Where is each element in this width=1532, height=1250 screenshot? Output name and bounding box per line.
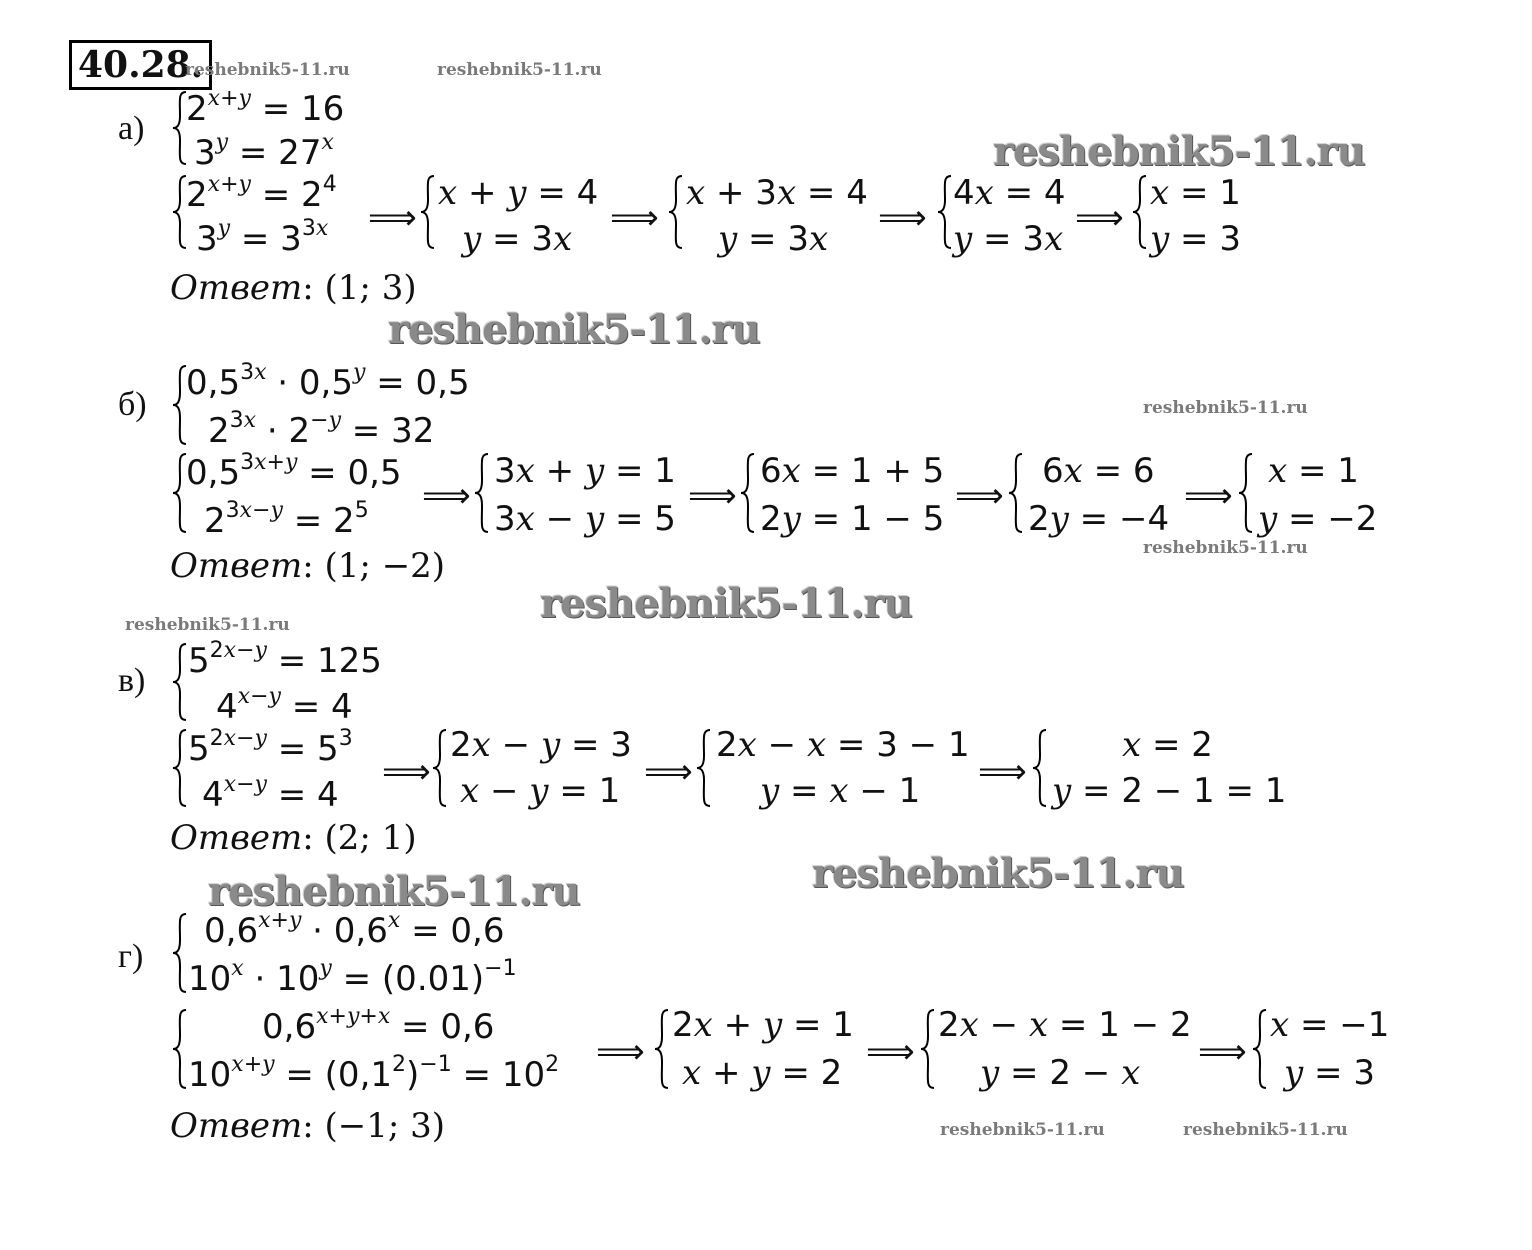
- implies-arrow: ⟹: [955, 476, 1004, 516]
- watermark: reshebnik5-11.ru: [812, 850, 1184, 897]
- implies-arrow: ⟹: [1184, 476, 1233, 516]
- left-brace-icon: [430, 726, 452, 810]
- part-b-answer: [170, 546, 445, 586]
- watermark: reshebnik5-11.ru: [993, 128, 1365, 175]
- implies-arrow: ⟹: [610, 198, 659, 238]
- answer-value: : (−1; 3): [302, 1106, 446, 1146]
- watermark: reshebnik5-11.ru: [1143, 538, 1308, 558]
- watermark: reshebnik5-11.ru: [208, 868, 580, 915]
- implies-arrow: ⟹: [1198, 1032, 1247, 1072]
- left-brace-icon: [472, 450, 494, 536]
- answer-value: : (1; 3): [302, 268, 417, 308]
- left-brace-icon: [694, 726, 716, 810]
- watermark: reshebnik5-11.ru: [185, 60, 350, 80]
- answer-word: Ответ: [170, 1106, 303, 1146]
- watermark: reshebnik5-11.ru: [1183, 1120, 1348, 1140]
- left-brace-icon: [1130, 172, 1152, 252]
- left-brace-icon: [918, 1006, 940, 1092]
- watermark: reshebnik5-11.ru: [388, 306, 760, 353]
- answer-value: : (1; −2): [302, 546, 446, 586]
- implies-arrow: ⟹: [644, 752, 693, 792]
- left-brace-icon: [1250, 1006, 1272, 1092]
- part-a-label: а): [118, 110, 145, 147]
- implies-arrow: ⟹: [688, 476, 737, 516]
- implies-arrow: ⟹: [596, 1032, 645, 1072]
- part-b-label: б): [118, 386, 147, 423]
- watermark: reshebnik5-11.ru: [1143, 398, 1308, 418]
- left-brace-icon: [418, 172, 440, 252]
- part-v-label: в): [118, 662, 146, 699]
- watermark: reshebnik5-11.ru: [940, 1120, 1105, 1140]
- answer-word: Ответ: [170, 546, 303, 586]
- watermark: reshebnik5-11.ru: [125, 615, 290, 635]
- watermark: reshebnik5-11.ru: [437, 60, 602, 80]
- watermark: reshebnik5-11.ru: [540, 580, 912, 627]
- part-g-answer: [170, 1106, 445, 1146]
- implies-arrow: ⟹: [368, 198, 417, 238]
- implies-arrow: ⟹: [878, 198, 927, 238]
- answer-value: : (2; 1): [302, 818, 417, 858]
- implies-arrow: ⟹: [866, 1032, 915, 1072]
- left-brace-icon: [1006, 450, 1028, 536]
- implies-arrow: ⟹: [382, 752, 431, 792]
- left-brace-icon: [652, 1006, 674, 1092]
- left-brace-icon: [666, 172, 688, 252]
- implies-arrow: ⟹: [978, 752, 1027, 792]
- left-brace-icon: [1030, 726, 1052, 810]
- part-v-answer: [170, 818, 417, 858]
- problem-number: 40.28.: [69, 40, 212, 90]
- part-a-answer: [170, 268, 417, 308]
- answer-word: Ответ: [170, 268, 303, 308]
- answer-word: Ответ: [170, 818, 303, 858]
- part-g-label: г): [118, 938, 144, 975]
- implies-arrow: ⟹: [1075, 198, 1124, 238]
- implies-arrow: ⟹: [422, 476, 471, 516]
- left-brace-icon: [738, 450, 760, 536]
- left-brace-icon: [1236, 450, 1258, 536]
